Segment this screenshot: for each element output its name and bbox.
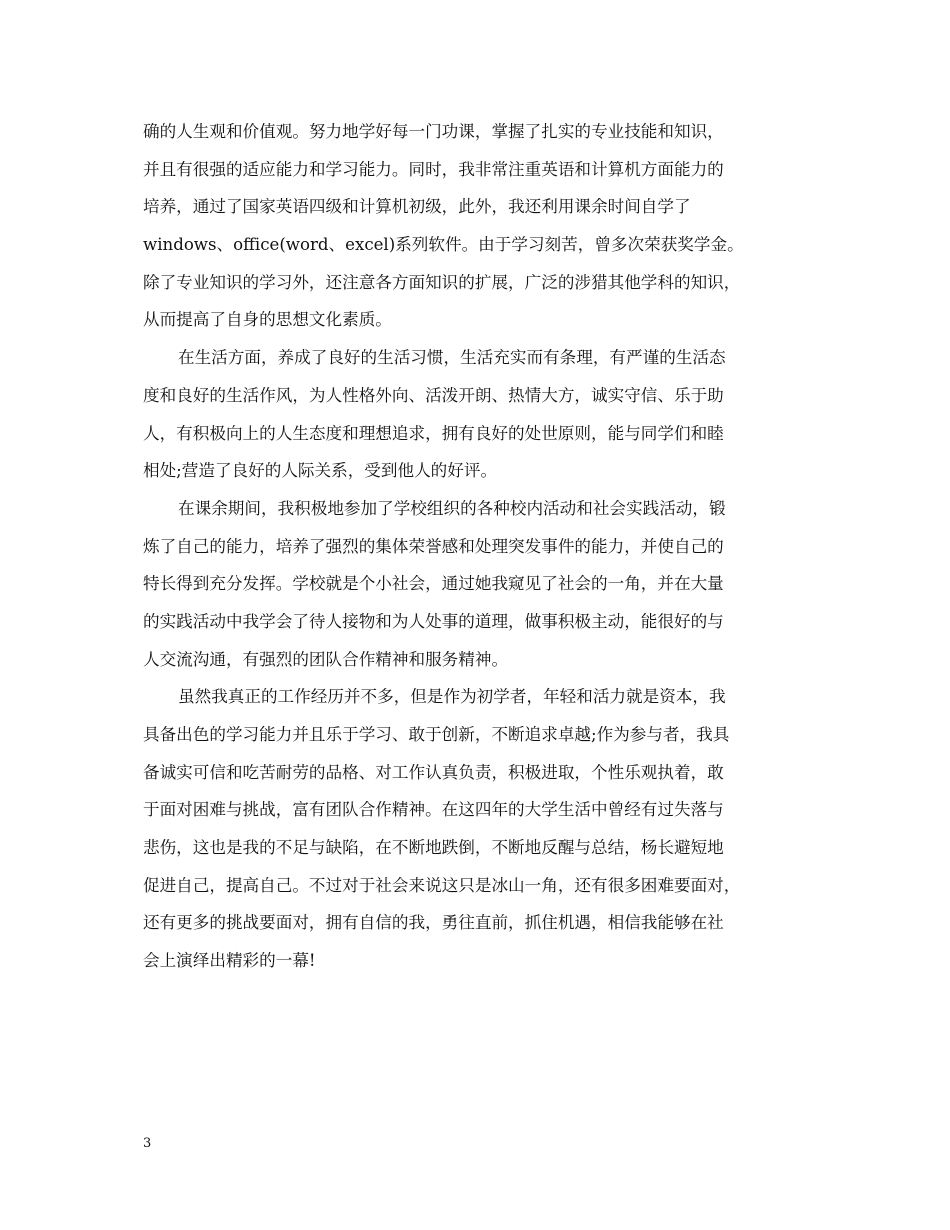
paragraph-1-line-6: 从而提高了自身的思想文化素质。 <box>143 310 392 330</box>
paragraph-3-line-1: 在课余期间，我积极地参加了学校组织的各种校内活动和社会实践活动，锻 <box>178 498 726 518</box>
page-number: 3 <box>143 1136 152 1151</box>
paragraph-1-line-1: 确的人生观和价值观。努力地学好每一门功课，掌握了扎实的专业技能和知识， <box>143 122 724 141</box>
paragraph-3-line-2: 炼了自己的能力，培养了强烈的集体荣誉感和处理突发事件的能力，并使自己的 <box>143 536 724 556</box>
paragraph-4-line-2: 具备出色的学习能力并且乐于学习、敢于创新，不断追求卓越;作为参与者，我具 <box>143 725 730 744</box>
paragraph-4-line-7: 还有更多的挑战要面对，拥有自信的我，勇往直前，抓住机遇，相信我能够在社 <box>143 913 724 933</box>
paragraph-2-line-1: 在生活方面，养成了良好的生活习惯，生活充实而有条理，有严谨的生活态 <box>178 348 726 368</box>
paragraph-2-line-4: 相处;营造了良好的人际关系，受到他人的好评。 <box>143 461 498 481</box>
document-body <box>143 113 823 980</box>
paragraph-4-line-5: 悲伤，这也是我的不足与缺陷，在不断地跌倒，不断地反醒与总结，杨长避短地 <box>143 838 724 858</box>
paragraph-4-line-6: 促进自己，提高自己。不过对于社会来说这只是冰山一角，还有很多困难要面对， <box>143 875 741 895</box>
paragraph-4-line-1: 虽然我真正的工作经历并不多，但是作为初学者，年轻和活力就是资本，我 <box>178 687 726 707</box>
paragraph-4-line-3: 备诚实可信和吃苦耐劳的品格、对工作认真负责，积极进取，个性乐观执着，敢 <box>143 762 724 782</box>
paragraph-1-line-4: windows、office(word、excel)系列软件。由于学习刻苦，曾多次荣获奖学金。 <box>143 235 744 255</box>
paragraph-3-line-5: 人交流沟通，有强烈的团队合作精神和服务精神。 <box>143 649 509 669</box>
paragraph-4-line-8: 会上演绎出精彩的一幕! <box>143 951 316 971</box>
paragraph-3-line-3: 特长得到充分发挥。学校就是个小社会，通过她我窥见了社会的一角，并在大量 <box>143 574 724 594</box>
paragraph-2-line-2: 度和良好的生活作风，为人性格外向、活泼开朗、热情大方，诚实守信、乐于助 <box>143 385 724 405</box>
paragraph-3-line-4: 的实践活动中我学会了待人接物和为人处事的道理，做事积极主动，能很好的与 <box>143 611 724 631</box>
paragraph-4-line-4: 于面对困难与挑战，富有团队合作精神。在这四年的大学生活中曾经有过失落与 <box>143 800 724 820</box>
paragraph-1-line-3: 培养，通过了国家英语四级和计算机初级，此外，我还利用课余时间自学了 <box>143 197 691 217</box>
paragraph-1-line-2: 并且有很强的适应能力和学习能力。同时，我非常注重英语和计算机方面能力的 <box>143 159 724 179</box>
paragraph-2-line-3: 人，有积极向上的人生态度和理想追求，拥有良好的处世原则，能与同学们和睦 <box>143 423 724 443</box>
paragraph-1-line-5: 除了专业知识的学习外，还注意各方面知识的扩展，广泛的涉猎其他学科的知识， <box>143 272 741 292</box>
